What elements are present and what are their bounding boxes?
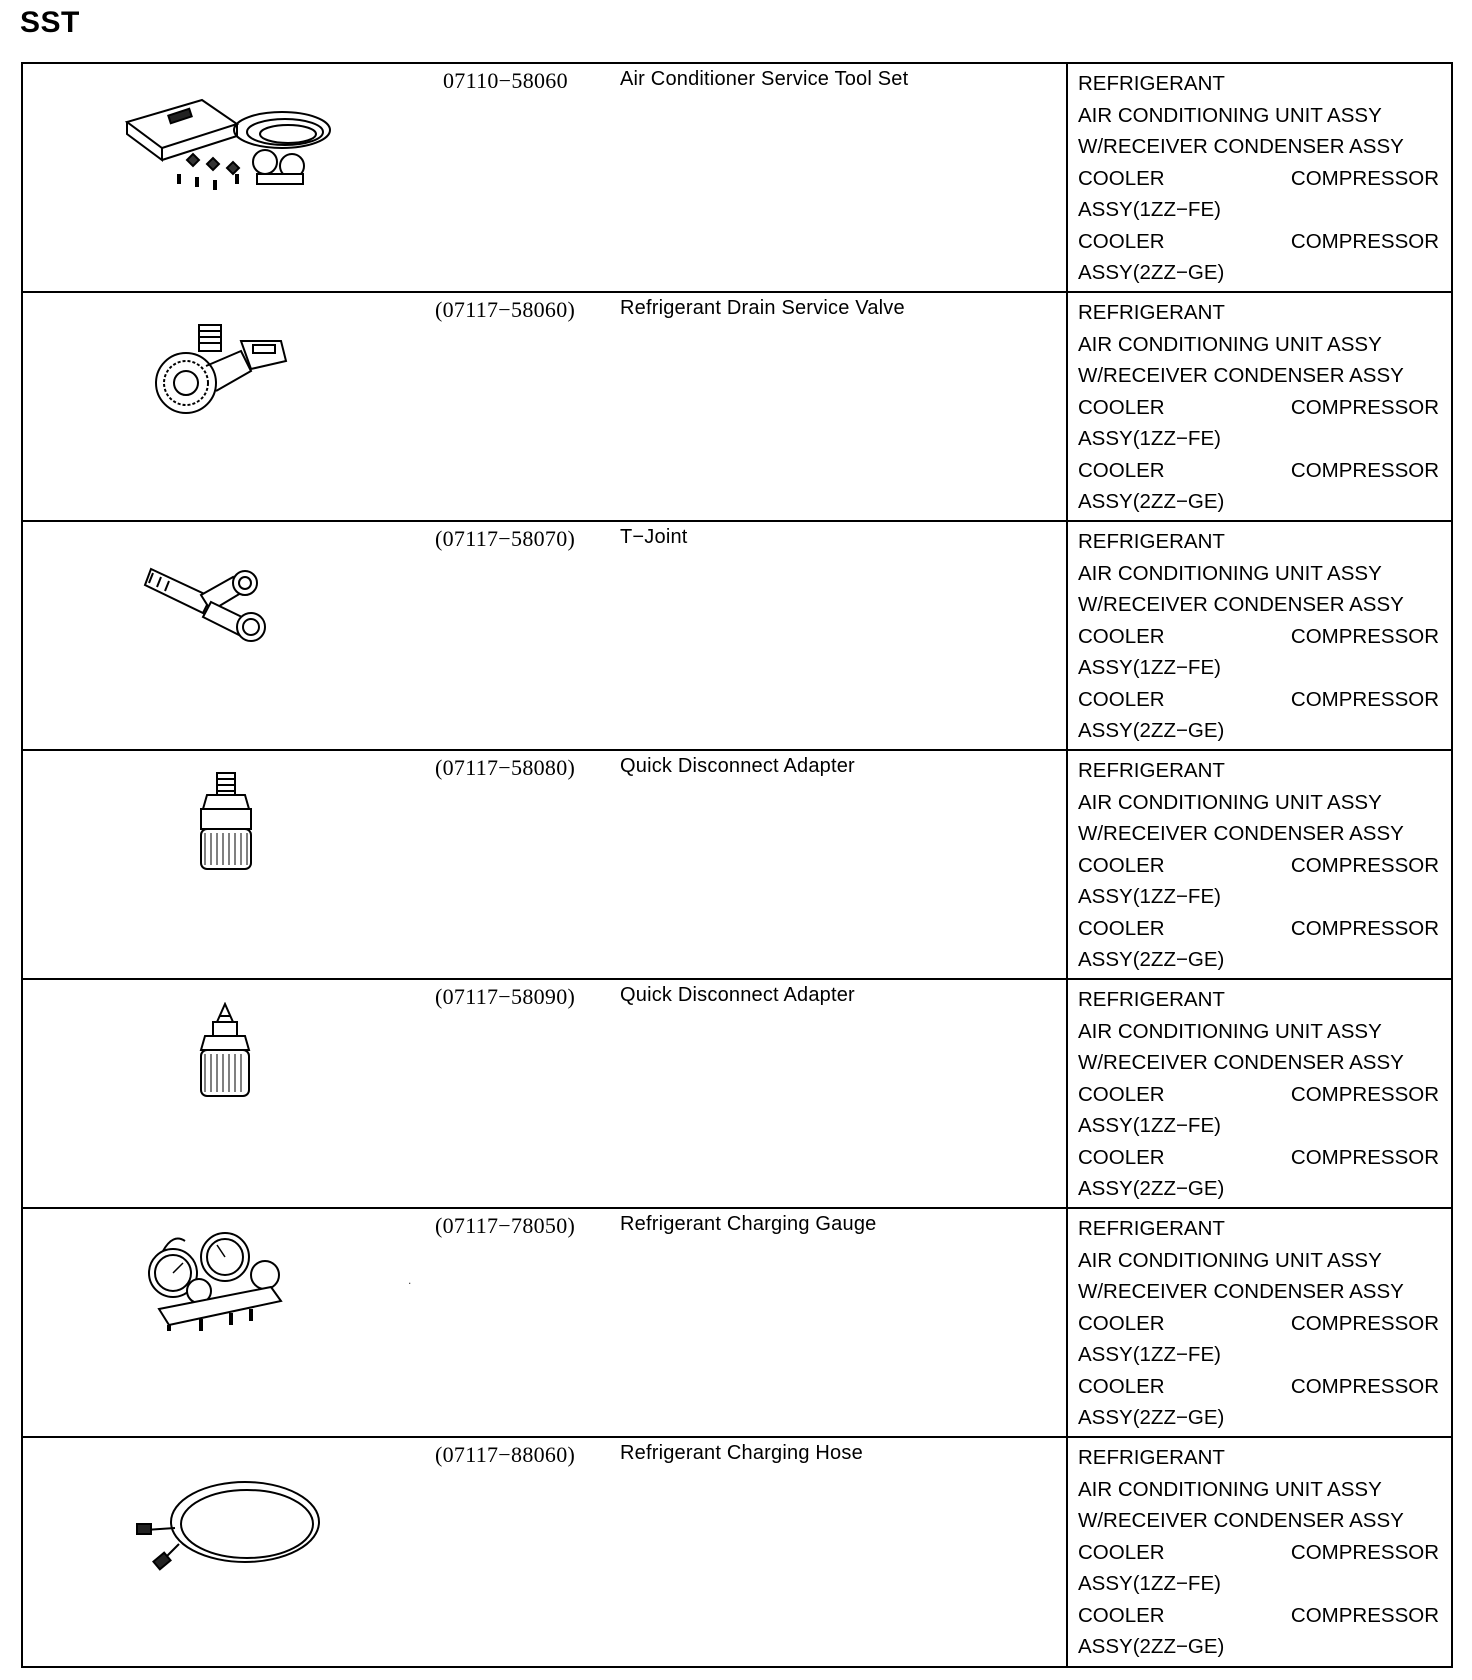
part-name: Quick Disconnect Adapter xyxy=(620,755,855,777)
usage-line: ASSY(1ZZ−FE) xyxy=(1078,656,1221,679)
usage-line xyxy=(1078,1371,1439,1403)
usage-cell xyxy=(1067,521,1452,750)
usage-word: COMPRESSOR xyxy=(1290,395,1439,419)
charging-hose-icon xyxy=(135,1468,325,1578)
usage-line: AIR CONDITIONING UNIT ASSY xyxy=(1078,561,1382,585)
usage-line xyxy=(1078,684,1439,716)
table-row xyxy=(22,292,1452,521)
usage-word: COOLER xyxy=(1078,1082,1165,1106)
usage-line: ASSY(1ZZ−FE) xyxy=(1078,1343,1221,1366)
usage-line: ASSY(1ZZ−FE) xyxy=(1078,885,1221,908)
usage-word: COOLER xyxy=(1078,1145,1165,1169)
table-row xyxy=(22,979,1452,1208)
usage-line: W/RECEIVER CONDENSER ASSY xyxy=(1078,593,1404,616)
usage-line: W/RECEIVER CONDENSER ASSY xyxy=(1078,1280,1404,1303)
usage-line: REFRIGERANT xyxy=(1078,1217,1225,1240)
usage-word: COMPRESSOR xyxy=(1290,624,1439,648)
page-title: SST xyxy=(20,6,80,39)
usage-line: ASSY(2ZZ−GE) xyxy=(1078,1177,1225,1200)
usage-cell xyxy=(1067,979,1452,1208)
usage-line: REFRIGERANT xyxy=(1078,72,1225,95)
usage-word: COOLER xyxy=(1078,1540,1165,1564)
usage-word: COOLER xyxy=(1078,458,1165,482)
usage-word: COOLER xyxy=(1078,853,1165,877)
usage-cell xyxy=(1067,1208,1452,1437)
usage-line xyxy=(1078,1142,1439,1174)
usage-line: ASSY(2ZZ−GE) xyxy=(1078,948,1225,971)
usage-line: ASSY(1ZZ−FE) xyxy=(1078,1114,1221,1137)
table-row xyxy=(22,521,1452,750)
table-row xyxy=(22,63,1452,292)
usage-word: COOLER xyxy=(1078,916,1165,940)
usage-cell xyxy=(1067,1437,1452,1667)
part-number: (07117−58070) xyxy=(435,526,576,551)
usage-word: COMPRESSOR xyxy=(1290,916,1439,940)
part-name: Refrigerant Charging Hose xyxy=(620,1442,863,1464)
usage-line xyxy=(1078,913,1439,945)
usage-line: ASSY(2ZZ−GE) xyxy=(1078,261,1225,284)
usage-line xyxy=(1078,226,1439,258)
part-name: T−Joint xyxy=(620,526,688,548)
usage-line: W/RECEIVER CONDENSER ASSY xyxy=(1078,822,1404,845)
usage-line: ASSY(2ZZ−GE) xyxy=(1078,719,1225,742)
table-row xyxy=(22,1208,1452,1437)
usage-line: W/RECEIVER CONDENSER ASSY xyxy=(1078,364,1404,387)
usage-line: REFRIGERANT xyxy=(1078,759,1225,782)
usage-line xyxy=(1078,1537,1439,1569)
scan-dot: . xyxy=(408,1273,412,1287)
usage-line: ASSY(2ZZ−GE) xyxy=(1078,490,1225,513)
usage-word: COMPRESSOR xyxy=(1290,1311,1439,1335)
usage-line: W/RECEIVER CONDENSER ASSY xyxy=(1078,1509,1404,1532)
usage-word: COMPRESSOR xyxy=(1290,687,1439,711)
usage-word: COMPRESSOR xyxy=(1290,1145,1439,1169)
usage-word: COOLER xyxy=(1078,229,1165,253)
tool-cell xyxy=(22,1437,1067,1667)
usage-word: COOLER xyxy=(1078,166,1165,190)
usage-line: AIR CONDITIONING UNIT ASSY xyxy=(1078,332,1382,356)
usage-word: COMPRESSOR xyxy=(1290,853,1439,877)
usage-line: W/RECEIVER CONDENSER ASSY xyxy=(1078,1051,1404,1074)
usage-line: ASSY(2ZZ−GE) xyxy=(1078,1406,1225,1429)
usage-line xyxy=(1078,163,1439,195)
sst-table xyxy=(21,62,1453,1668)
usage-line: ASSY(1ZZ−FE) xyxy=(1078,1572,1221,1595)
t-joint-icon xyxy=(141,547,281,647)
part-name: Refrigerant Drain Service Valve xyxy=(620,297,905,319)
usage-word: COMPRESSOR xyxy=(1290,1082,1439,1106)
usage-word: COOLER xyxy=(1078,687,1165,711)
tool-cell xyxy=(22,63,1067,292)
usage-line xyxy=(1078,1308,1439,1340)
tool-cell xyxy=(22,292,1067,521)
usage-word: COOLER xyxy=(1078,1311,1165,1335)
tool-cell xyxy=(22,521,1067,750)
usage-line: REFRIGERANT xyxy=(1078,988,1225,1011)
usage-cell xyxy=(1067,292,1452,521)
quick-disconnect-adapter-icon xyxy=(191,769,261,879)
usage-word: COOLER xyxy=(1078,1374,1165,1398)
part-number: (07117−58080) xyxy=(435,755,576,780)
usage-cell xyxy=(1067,63,1452,292)
part-number: (07117−58090) xyxy=(435,984,576,1009)
usage-word: COMPRESSOR xyxy=(1290,1374,1439,1398)
quick-disconnect-adapter-icon xyxy=(195,1002,255,1102)
usage-line: W/RECEIVER CONDENSER ASSY xyxy=(1078,135,1404,158)
usage-word: COMPRESSOR xyxy=(1290,1540,1439,1564)
usage-line: ASSY(2ZZ−GE) xyxy=(1078,1635,1225,1658)
usage-word: COOLER xyxy=(1078,624,1165,648)
usage-line: ASSY(1ZZ−FE) xyxy=(1078,198,1221,221)
usage-word: COOLER xyxy=(1078,1603,1165,1627)
usage-word: COMPRESSOR xyxy=(1290,166,1439,190)
usage-line: ASSY(1ZZ−FE) xyxy=(1078,427,1221,450)
usage-line: REFRIGERANT xyxy=(1078,301,1225,324)
part-number: 07110−58060 xyxy=(443,68,568,93)
usage-line xyxy=(1078,1600,1439,1632)
table-row xyxy=(22,1437,1452,1667)
table-row xyxy=(22,750,1452,979)
tool-cell xyxy=(22,979,1067,1208)
part-name: Air Conditioner Service Tool Set xyxy=(620,68,909,90)
usage-cell xyxy=(1067,750,1452,979)
usage-word: COMPRESSOR xyxy=(1290,229,1439,253)
usage-line xyxy=(1078,392,1439,424)
part-number: (07117−58060) xyxy=(435,297,576,322)
usage-word: COOLER xyxy=(1078,395,1165,419)
part-number: (07117−88060) xyxy=(435,1442,576,1467)
usage-line xyxy=(1078,455,1439,487)
usage-line: REFRIGERANT xyxy=(1078,1446,1225,1469)
usage-word: COMPRESSOR xyxy=(1290,1603,1439,1627)
usage-line xyxy=(1078,1079,1439,1111)
usage-line: AIR CONDITIONING UNIT ASSY xyxy=(1078,1019,1382,1043)
usage-line: AIR CONDITIONING UNIT ASSY xyxy=(1078,103,1382,127)
usage-line xyxy=(1078,621,1439,653)
usage-line: AIR CONDITIONING UNIT ASSY xyxy=(1078,790,1382,814)
tool-cell xyxy=(22,1208,1067,1437)
charging-gauge-manifold-icon xyxy=(141,1227,301,1337)
tool-set-case-icon xyxy=(107,82,347,202)
part-name: Quick Disconnect Adapter xyxy=(620,984,855,1006)
usage-line xyxy=(1078,850,1439,882)
usage-word: COMPRESSOR xyxy=(1290,458,1439,482)
part-number: (07117−78050) xyxy=(435,1213,576,1238)
drain-service-valve-icon xyxy=(141,311,291,421)
tool-cell xyxy=(22,750,1067,979)
usage-line: REFRIGERANT xyxy=(1078,530,1225,553)
usage-line: AIR CONDITIONING UNIT ASSY xyxy=(1078,1477,1382,1501)
part-name: Refrigerant Charging Gauge xyxy=(620,1213,877,1235)
usage-line: AIR CONDITIONING UNIT ASSY xyxy=(1078,1248,1382,1272)
